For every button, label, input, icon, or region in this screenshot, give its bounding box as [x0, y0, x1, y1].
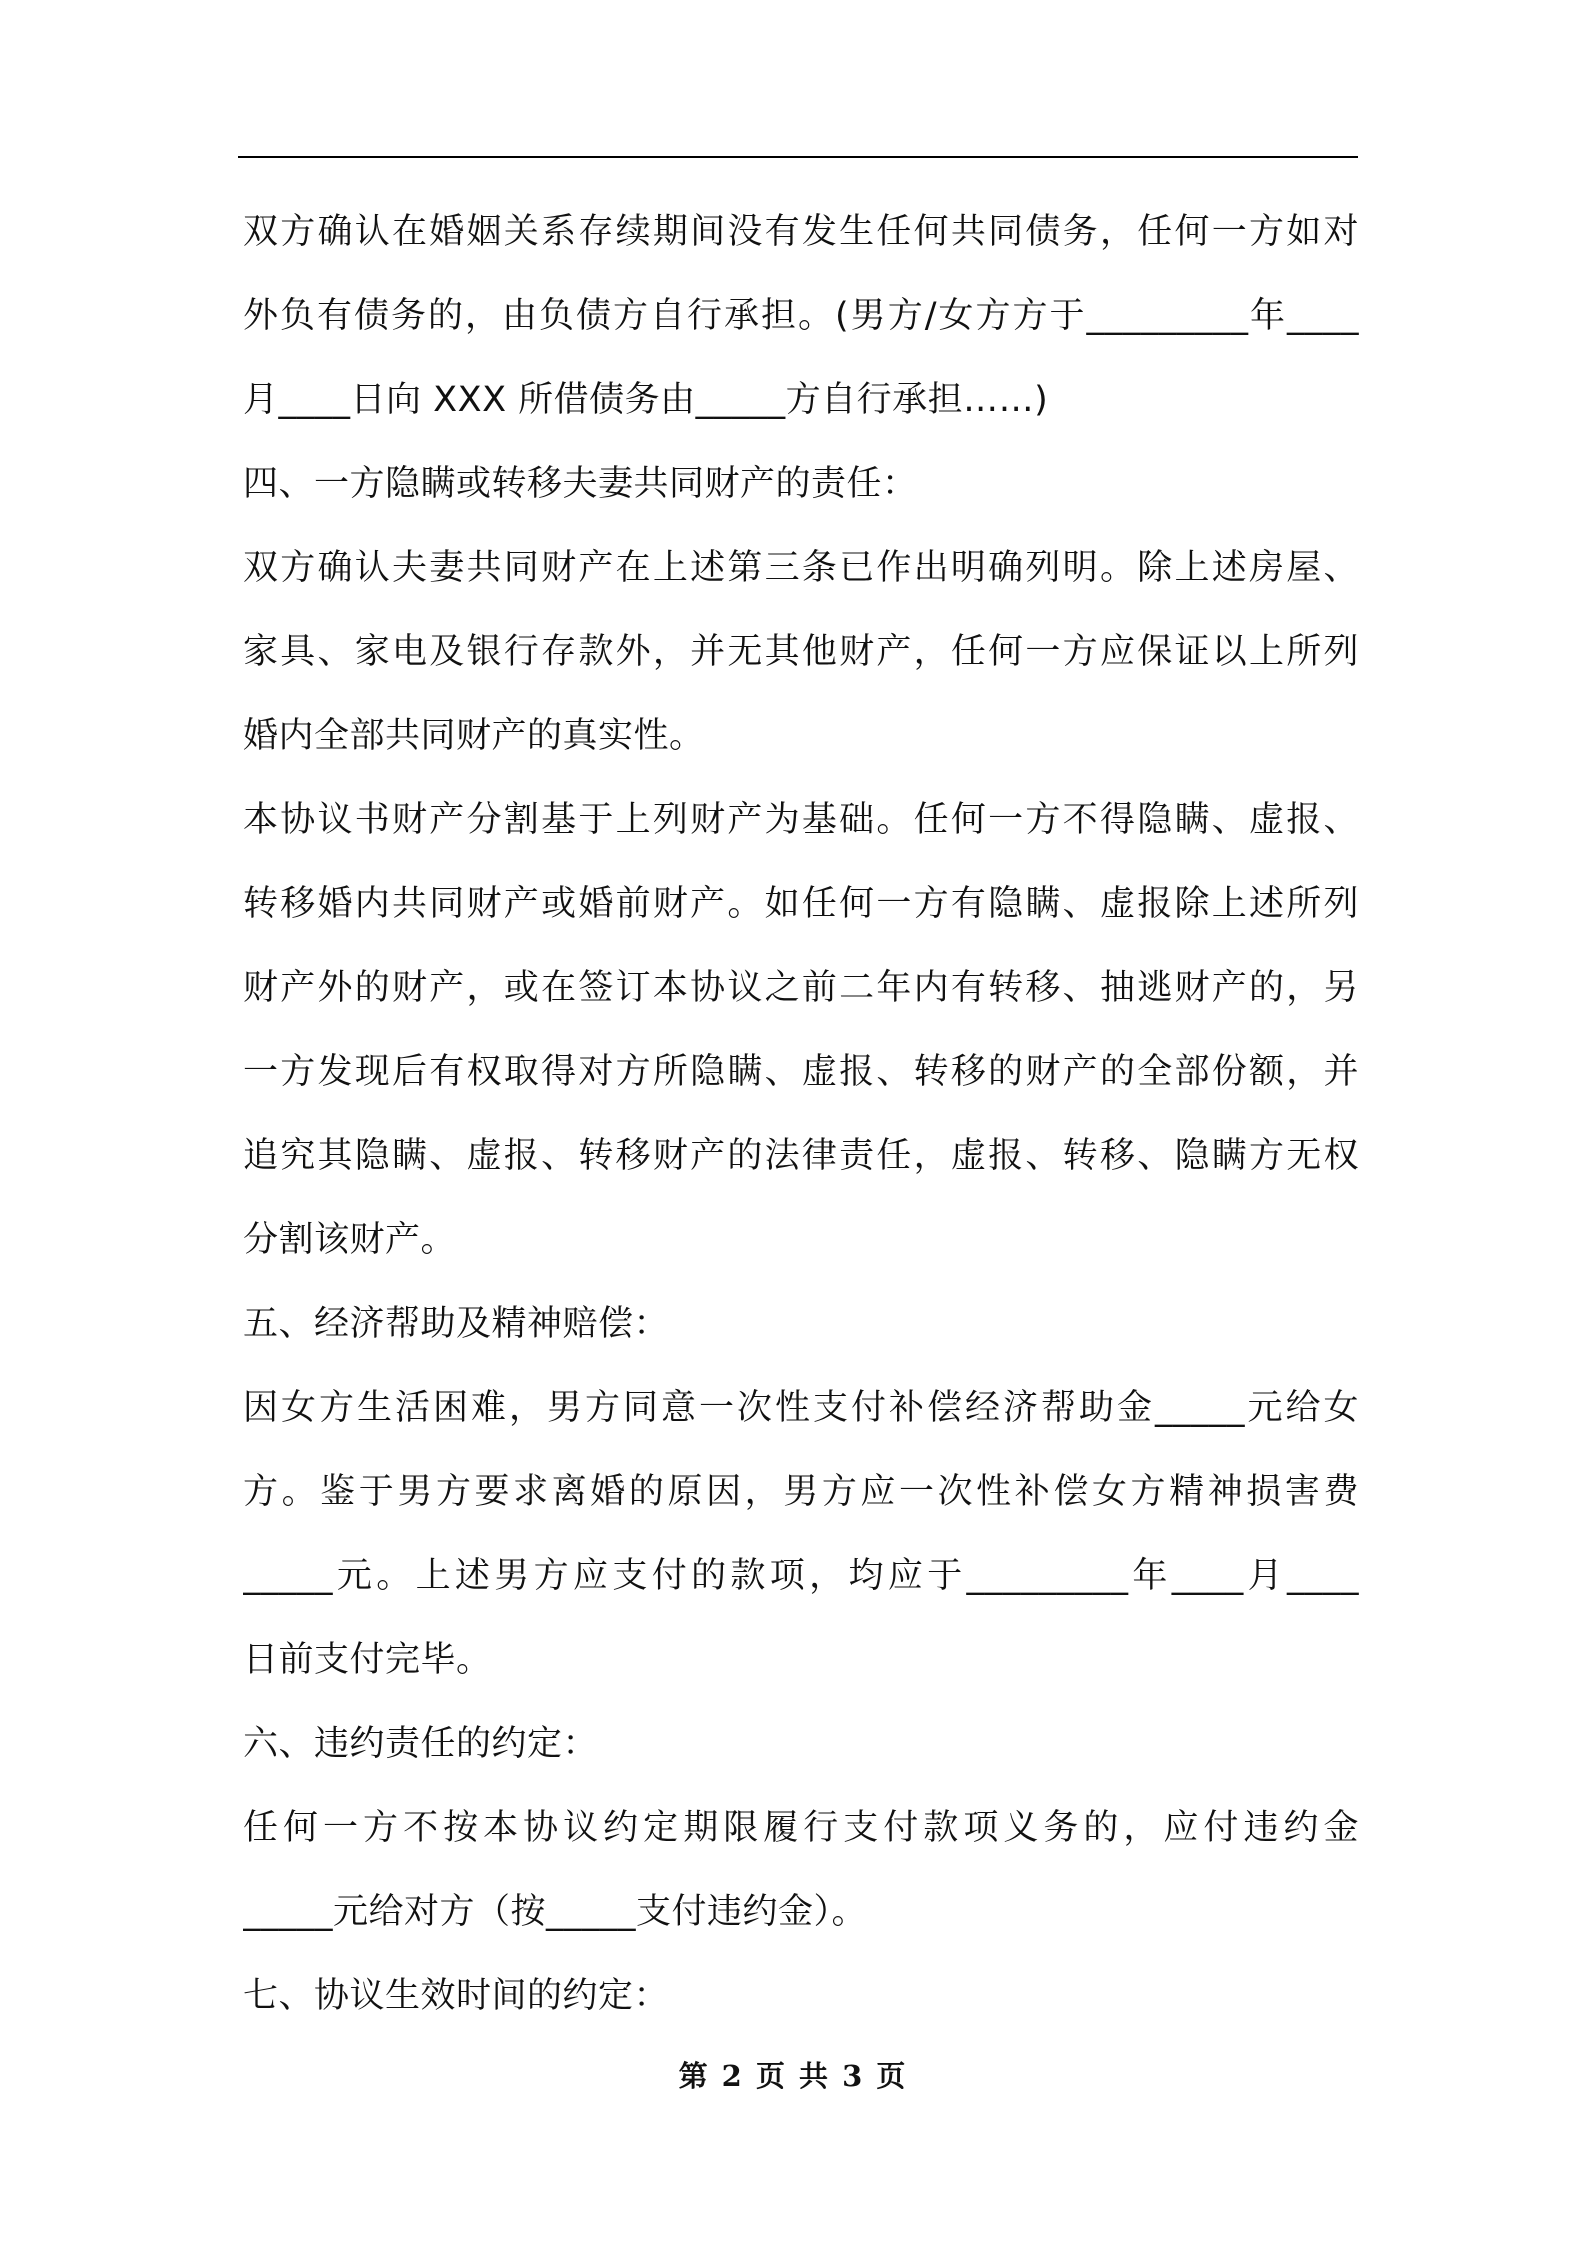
text-line: 任何一方不按本协议约定期限履行支付款项义务的，应付违约金	[243, 1808, 1359, 1848]
text-line: 财产外的财产，或在签订本协议之前二年内有转移、抽逃财产的，另	[243, 968, 1359, 1008]
text-line: _____元给对方（按_____支付违约金）。	[243, 1892, 868, 1932]
section-heading: 四、一方隐瞒或转移夫妻共同财产的责任：	[243, 464, 918, 504]
document-body	[243, 190, 1359, 2038]
text-line: 双方确认夫妻共同财产在上述第三条已作出明确列明。除上述房屋、	[243, 548, 1359, 588]
text-line: 双方确认在婚姻关系存续期间没有发生任何共同债务，任何一方如对	[243, 212, 1359, 252]
section-heading: 六、违约责任的约定：	[243, 1724, 599, 1764]
text-line: 家具、家电及银行存款外，并无其他财产，任何一方应保证以上所列	[243, 632, 1359, 672]
text-line: 外负有债务的，由负债方自行承担。(男方/女方方于_________年____	[243, 296, 1359, 336]
text-line: 本协议书财产分割基于上列财产为基础。任何一方不得隐瞒、虚报、	[243, 800, 1359, 840]
header-rule	[238, 156, 1358, 158]
text-line: 分割该财产。	[243, 1220, 457, 1260]
text-line: _____元。上述男方应支付的款项，均应于_________年____月____	[243, 1556, 1359, 1596]
text-line: 婚内全部共同财产的真实性。	[243, 716, 705, 756]
text-line: 因女方生活困难，男方同意一次性支付补偿经济帮助金_____元给女	[243, 1388, 1359, 1428]
text-line: 一方发现后有权取得对方所隐瞒、虚报、转移的财产的全部份额，并	[243, 1052, 1359, 1092]
section-heading: 五、经济帮助及精神赔偿：	[243, 1304, 670, 1344]
text-line: 日前支付完毕。	[243, 1640, 492, 1680]
text-line: 转移婚内共同财产或婚前财产。如任何一方有隐瞒、虚报除上述所列	[243, 884, 1359, 924]
text-line: 方。鉴于男方要求离婚的原因，男方应一次性补偿女方精神损害费	[243, 1472, 1359, 1512]
page-number-footer: 第 2 页 共 3 页	[678, 2059, 908, 2093]
text-line: 月____日向 XXX 所借债务由_____方自行承担……)	[243, 380, 1049, 420]
text-line: 追究其隐瞒、虚报、转移财产的法律责任，虚报、转移、隐瞒方无权	[243, 1136, 1359, 1176]
section-heading: 七、协议生效时间的约定：	[243, 1976, 670, 2016]
